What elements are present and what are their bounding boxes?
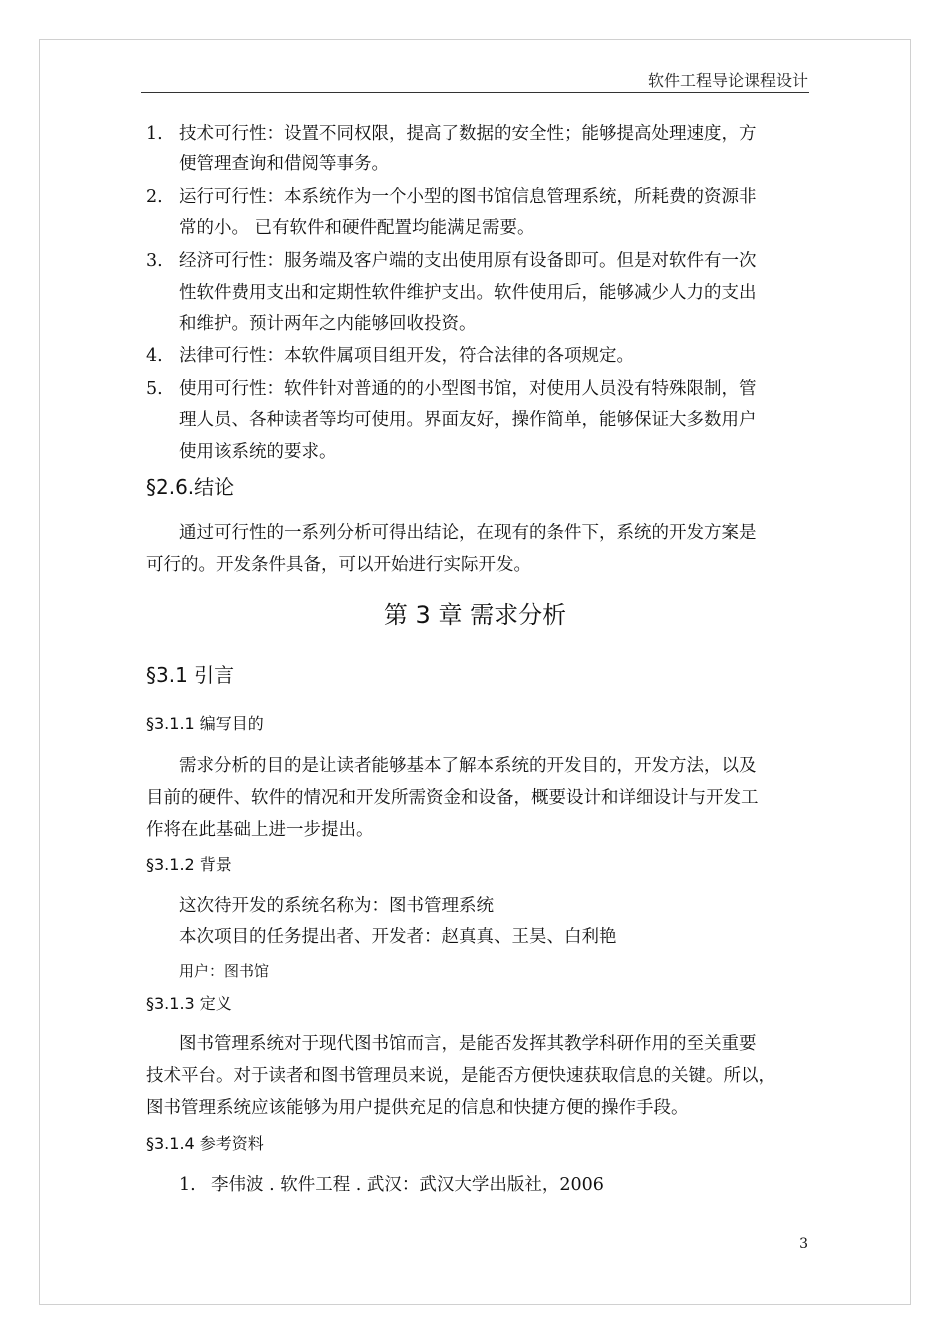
page-number: 3	[799, 1236, 808, 1252]
section-heading: §2.6.结论	[146, 475, 235, 499]
subsection-heading: §3.1.2 背景	[146, 855, 232, 874]
list-item-text: 技术可行性：设置不同权限，提高了数据的安全性；能够提高处理速度，方	[179, 124, 757, 144]
reference-text: 李伟波 . 软件工程 . 武汉：武汉大学出版社，2006	[211, 1175, 604, 1195]
paragraph-line: 通过可行性的一系列分析可得出结论，在现有的条件下，系统的开发方案是	[179, 523, 757, 543]
paragraph-line: 这次待开发的系统名称为：图书管理系统	[179, 896, 494, 916]
list-number: 4.	[146, 346, 163, 366]
list-number: 5.	[146, 379, 163, 399]
chapter-title: 第 3 章 需求分析	[383, 601, 567, 629]
list-number: 3.	[146, 251, 163, 271]
paragraph-line: 需求分析的目的是让读者能够基本了解本系统的开发目的，开发方法，以及	[179, 756, 757, 776]
section-heading: §3.1 引言	[146, 663, 235, 687]
subsection-heading: §3.1.1 编写目的	[146, 714, 264, 733]
paragraph-line: 作将在此基础上进一步提出。	[146, 820, 374, 840]
list-item-text: 使用可行性：软件针对普通的的小型图书馆，对使用人员没有特殊限制，管	[179, 379, 757, 399]
list-item-text: 和维护。预计两年之内能够回收投资。	[179, 314, 477, 334]
list-item-text: 理人员、各种读者等均可使用。界面友好，操作简单，能够保证大多数用户	[179, 410, 757, 430]
list-item-text: 运行可行性：本系统作为一个小型的图书馆信息管理系统，所耗费的资源非	[179, 187, 757, 207]
paragraph-line: 本次项目的任务提出者、开发者：赵真真、王昊、白利艳	[179, 927, 617, 947]
reference-number: 1.	[179, 1175, 196, 1195]
subsection-heading: §3.1.4 参考资料	[146, 1134, 264, 1153]
paragraph-line: 可行的。开发条件具备，可以开始进行实际开发。	[146, 555, 531, 575]
list-item-text: 法律可行性：本软件属项目组开发，符合法律的各项规定。	[179, 346, 634, 366]
list-item-text: 经济可行性：服务端及客户端的支出使用原有设备即可。但是对软件有一次	[179, 251, 757, 271]
paragraph-line: 用户：图书馆	[179, 962, 270, 980]
paragraph-line: 技术平台。对于读者和图书管理员来说，是能否方便快速获取信息的关键。所以，	[146, 1066, 776, 1086]
paragraph-line: 图书管理系统应该能够为用户提供充足的信息和快捷方便的操作手段。	[146, 1098, 689, 1118]
list-item-text: 便管理查询和借阅等事务。	[179, 154, 389, 174]
running-header: 软件工程导论课程设计	[647, 71, 808, 90]
paragraph-line: 目前的硬件、软件的情况和开发所需资金和设备，概要设计和详细设计与开发工	[146, 788, 759, 808]
subsection-heading: §3.1.3 定义	[146, 994, 232, 1013]
list-item-text: 使用该系统的要求。	[179, 442, 337, 462]
list-item-text: 常的小。 已有软件和硬件配置均能满足需要。	[179, 218, 535, 238]
paragraph-line: 图书管理系统对于现代图书馆而言，是能否发挥其教学科研作用的至关重要	[179, 1034, 757, 1054]
list-number: 2.	[146, 187, 163, 207]
list-item-text: 性软件费用支出和定期性软件维护支出。软件使用后，能够减少人力的支出	[179, 283, 757, 303]
list-number: 1.	[146, 124, 163, 144]
